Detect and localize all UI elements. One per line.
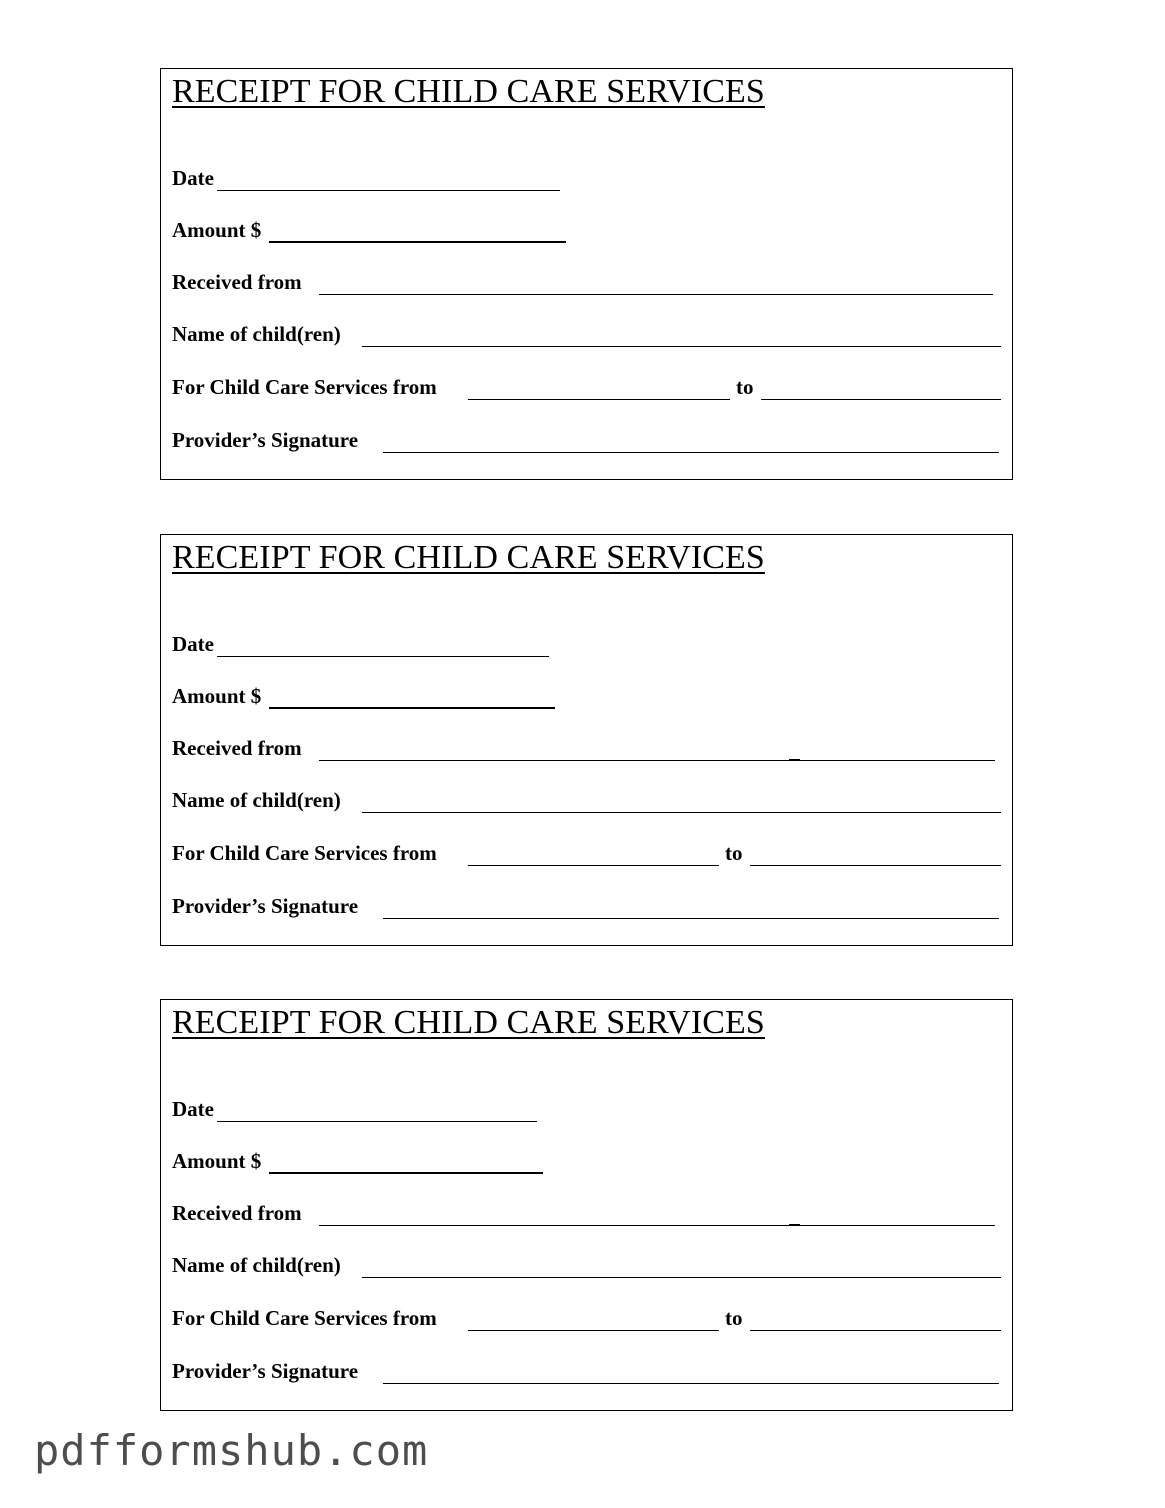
date-field[interactable] (217, 1121, 537, 1122)
services-to-field[interactable] (750, 865, 1001, 866)
date-label: Date (172, 632, 214, 656)
services-from-label: For Child Care Services from (172, 1306, 437, 1330)
services-from-label: For Child Care Services from (172, 375, 437, 399)
date-label: Date (172, 1097, 214, 1121)
underline-mark (789, 1224, 800, 1226)
services-to-label: to (725, 1306, 743, 1330)
signature-field[interactable] (383, 1383, 999, 1384)
amount-field[interactable] (269, 707, 555, 709)
services-to-field[interactable] (750, 1330, 1001, 1331)
amount-label: Amount $ (172, 684, 262, 708)
received-from-field[interactable] (319, 760, 995, 761)
children-label: Name of child(ren) (172, 322, 341, 346)
services-to-label: to (736, 375, 754, 399)
received-from-field[interactable] (319, 1225, 995, 1226)
date-field[interactable] (217, 656, 549, 657)
receipt-1 (160, 68, 1013, 480)
services-from-field[interactable] (468, 1330, 719, 1331)
children-label: Name of child(ren) (172, 788, 341, 812)
received-from-label: Received from (172, 736, 302, 760)
children-field[interactable] (362, 346, 1001, 347)
services-to-label: to (725, 841, 743, 865)
amount-field[interactable] (269, 1172, 543, 1174)
signature-label: Provider’s Signature (172, 428, 359, 452)
amount-label: Amount $ (172, 218, 262, 242)
received-from-field[interactable] (319, 294, 993, 295)
received-from-label: Received from (172, 270, 302, 294)
children-field[interactable] (362, 812, 1001, 813)
date-label: Date (172, 166, 214, 190)
services-from-field[interactable] (468, 399, 730, 400)
children-field[interactable] (362, 1277, 1001, 1278)
services-to-field[interactable] (761, 399, 1001, 400)
received-from-label: Received from (172, 1201, 302, 1225)
services-from-label: For Child Care Services from (172, 841, 437, 865)
date-field[interactable] (217, 190, 560, 191)
signature-field[interactable] (383, 452, 999, 453)
receipt-title: RECEIPT FOR CHILD CARE SERVICES (172, 73, 765, 110)
signature-label: Provider’s Signature (172, 894, 359, 918)
amount-field[interactable] (269, 241, 566, 243)
children-label: Name of child(ren) (172, 1253, 341, 1277)
receipt-3 (160, 999, 1013, 1411)
receipt-title: RECEIPT FOR CHILD CARE SERVICES (172, 1004, 765, 1041)
watermark: pdfformshub.com (34, 1426, 429, 1475)
signature-label: Provider’s Signature (172, 1359, 359, 1383)
underline-mark (789, 759, 800, 761)
amount-label: Amount $ (172, 1149, 262, 1173)
services-from-field[interactable] (468, 865, 719, 866)
receipt-title: RECEIPT FOR CHILD CARE SERVICES (172, 539, 765, 576)
receipt-2 (160, 534, 1013, 946)
signature-field[interactable] (383, 918, 999, 919)
